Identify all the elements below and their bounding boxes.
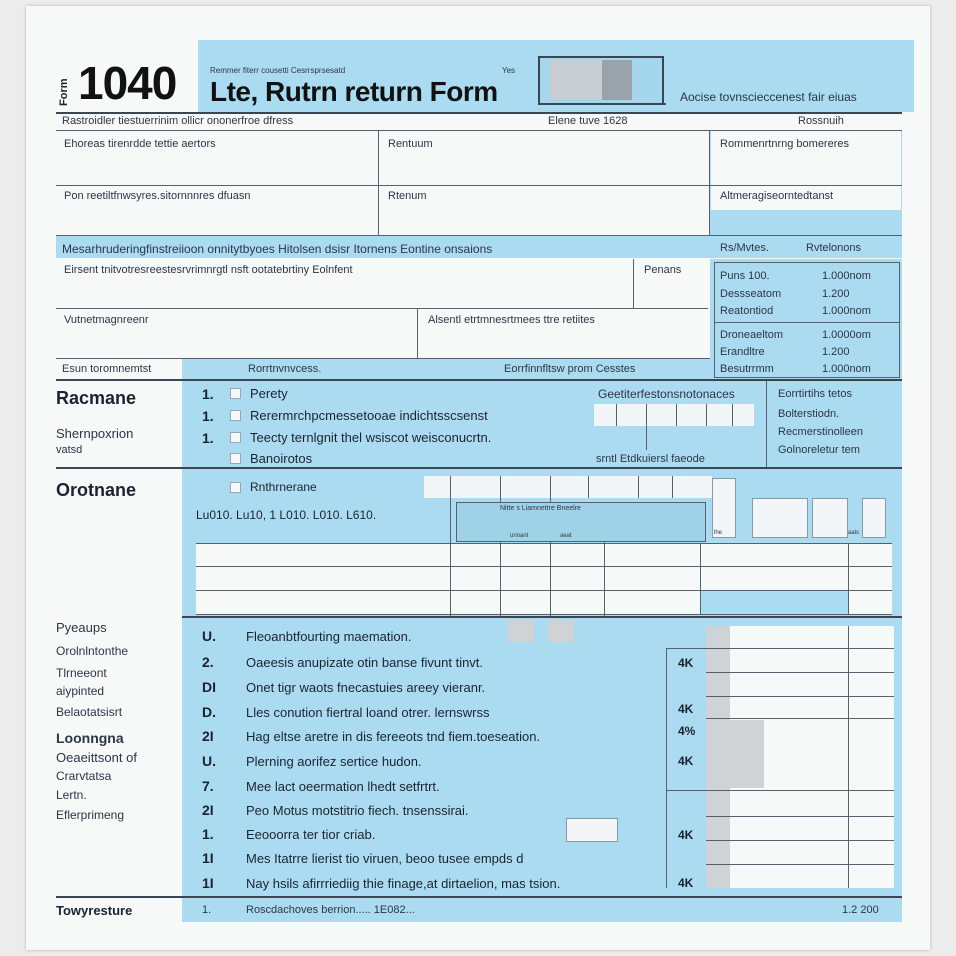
income-line-7-num: 7. bbox=[202, 778, 214, 794]
income-line-7-label: Mee lact oeermation lhedt setfrtrt. bbox=[246, 779, 440, 794]
dep-grid-col-1 bbox=[450, 543, 451, 615]
income-col-rule-5 bbox=[666, 790, 894, 791]
dependents-right-box bbox=[712, 478, 892, 542]
address-band-top-rule bbox=[56, 235, 902, 236]
filing-item-1-checkbox[interactable] bbox=[230, 388, 241, 399]
income-side-note-10: Eflerprimeng bbox=[56, 808, 125, 822]
filing-item-2-label: Rerermrchpcmessetooae indichtsscsenst bbox=[250, 408, 488, 423]
income-line-4-amount: 4K bbox=[678, 702, 694, 716]
filing-item-3-num: 1. bbox=[202, 430, 214, 446]
right-box-value-3: 1.000nom bbox=[822, 305, 871, 317]
income-line-10-num: 1I bbox=[202, 850, 214, 866]
footer-text: Roscdachoves berrion..... 1E082... bbox=[246, 904, 415, 916]
income-col-rule-2 bbox=[706, 672, 894, 673]
dependents-tiny-header: Nitte s Liamnettre Bneelre bbox=[500, 505, 581, 512]
dep-right-cell-2 bbox=[752, 498, 808, 538]
name-field-2-label: Rentuum bbox=[388, 138, 433, 150]
income-line-5-amount: 4% bbox=[678, 724, 696, 738]
right-box-label-2: Dessseatom bbox=[720, 288, 782, 300]
right-box-label-4: Droneaeltom bbox=[720, 329, 783, 341]
filing-mid-caption: Geetiterfestonsnotonaces bbox=[598, 387, 735, 401]
dep-right-tiny-d: aals bbox=[848, 530, 860, 536]
filing-cell-div-1 bbox=[616, 404, 617, 426]
footer-num: 1. bbox=[202, 904, 212, 916]
filing-status-subheading: Shernpoxrion bbox=[56, 426, 134, 441]
income-top-cell-1 bbox=[508, 620, 534, 642]
name-grid-divider-2 bbox=[709, 131, 710, 235]
income-line-1-num: U. bbox=[202, 628, 216, 644]
dep-grid-rule-4 bbox=[196, 614, 892, 615]
filing-right-note-4: Golnoreletur tem bbox=[778, 444, 860, 456]
name-field-5-label: Rtenum bbox=[388, 190, 427, 202]
dep-grid-rule-1 bbox=[196, 543, 892, 544]
right-box-label-1: Puns 100. bbox=[720, 270, 770, 282]
income-line-4-label: Lles conution fiertral loand otrer. lernswrss bbox=[246, 705, 490, 720]
income-line-6-label: Plerning aorifez sertice hudon. bbox=[246, 754, 422, 769]
name-field-6-label: Altmeragiseorntedtanst bbox=[720, 190, 834, 202]
row-label-right: Rossnuih bbox=[798, 115, 844, 127]
right-box-value-5: 1.200 bbox=[822, 346, 850, 358]
income-line-8-label: Peo Motus motstitrio fiech. tnsenssirai. bbox=[246, 803, 469, 818]
filing-item-3-label: Teecty ternlgnit thel wsiscot weisconucrtn. bbox=[250, 430, 492, 445]
footer-left: Towyresture bbox=[56, 903, 133, 918]
sub-header-right: Eorrfinnfltsw prom Cesstes bbox=[504, 363, 636, 375]
header-rule bbox=[56, 112, 902, 114]
filing-cells bbox=[594, 404, 754, 426]
income-line-9-num: 1. bbox=[202, 826, 214, 842]
header-right-caption: Aocise tovnscieccenest fair eiuas bbox=[680, 90, 857, 104]
form-number: 1040 bbox=[78, 57, 177, 109]
year-box-fill bbox=[602, 60, 632, 100]
income-line-3-label: Onet tigr waots fnecastuies areey vieranr. bbox=[246, 680, 486, 695]
form-prefix: Form bbox=[58, 78, 70, 106]
right-box-label-5: Erandltre bbox=[720, 346, 765, 358]
header-small-year: Yes bbox=[502, 66, 516, 75]
sub-header-left: Esun toromnemtst bbox=[62, 363, 152, 375]
name-field-3-label: Rommenrtnrng bomereres bbox=[720, 138, 849, 150]
income-side-note-1: Pyeaups bbox=[56, 620, 107, 635]
right-box-label-3: Reatontiod bbox=[720, 305, 774, 317]
income-line-6-amount: 4K bbox=[678, 754, 694, 768]
dep-right-tiny-c: lhe bbox=[714, 530, 723, 536]
right-box-value-6: 1.000nom bbox=[822, 363, 871, 375]
filing-item-1-label: Perety bbox=[250, 386, 288, 401]
name-field-5[interactable] bbox=[379, 186, 709, 234]
dep-right-cell-1 bbox=[712, 478, 736, 538]
dep-strip-div-6 bbox=[672, 476, 673, 498]
dep-grid-col-2 bbox=[500, 543, 501, 615]
income-gray-bar-2 bbox=[730, 720, 764, 788]
filing-right-note-3: Recmerstinolleen bbox=[778, 426, 863, 438]
income-side-note-5: Belaotatsisrt bbox=[56, 705, 123, 719]
income-side-note-2: Orolnlntonthe bbox=[56, 644, 129, 658]
income-line-5-num: 2I bbox=[202, 728, 214, 744]
dep-grid-col-3 bbox=[550, 543, 551, 615]
income-line-4-num: D. bbox=[202, 704, 216, 720]
dep-grid-rule-2 bbox=[196, 566, 892, 567]
filing-status-heading: Racmane bbox=[56, 388, 137, 408]
address-band-text: Mesarhruderingfinstreiioon onnitytbyoes Hitolsen dsisr Itornens Eontine onsaions bbox=[62, 242, 493, 256]
income-side-note-3: Tlrneeont bbox=[56, 666, 107, 680]
income-col-rule-1 bbox=[666, 648, 894, 649]
income-line-2-amount: 4K bbox=[678, 656, 694, 670]
income-amount-divider bbox=[666, 648, 667, 888]
header-small-caption: Remmer fiterr cousetti Cesrrsprsesatd bbox=[210, 66, 346, 75]
income-line-8-num: 2I bbox=[202, 802, 214, 818]
income-gray-bar-1 bbox=[706, 626, 730, 888]
income-col-rule-7 bbox=[706, 840, 894, 841]
address-divider-2 bbox=[417, 309, 418, 358]
dep-strip-div-5 bbox=[638, 476, 639, 498]
income-side-note-7: Oeaeittsont of bbox=[56, 750, 137, 765]
filing-item-2-checkbox[interactable] bbox=[230, 410, 241, 421]
filing-item-3-checkbox[interactable] bbox=[230, 432, 241, 443]
dependents-checkbox-label: Rnthrnerane bbox=[250, 480, 317, 494]
dep-right-cell-4 bbox=[862, 498, 886, 538]
filing-item-1-num: 1. bbox=[202, 386, 214, 402]
filing-right-divider bbox=[766, 381, 767, 467]
right-box-value-4: 1.0000om bbox=[822, 329, 871, 341]
dep-grid-shade bbox=[701, 591, 848, 614]
dependents-tiny-a: unnanl bbox=[510, 533, 529, 539]
income-col-rule-4 bbox=[706, 718, 894, 719]
filing-cell-div-5 bbox=[732, 404, 733, 426]
address-field-1-label: Eirsent tnitvotresreestesrvrimnrgtl nsft ootatebrtiny Eolnfent bbox=[64, 264, 353, 276]
income-line-5-label: Hag eltse aretre in dis fereeots tnd fiem.toeseation. bbox=[246, 729, 541, 744]
address-divider-1 bbox=[633, 259, 634, 309]
income-line-1-label: Fleoanbtfourting maemation. bbox=[246, 629, 412, 644]
filing-status-subheading-2: vatsd bbox=[56, 444, 83, 456]
dependents-tiny-box bbox=[456, 502, 706, 542]
filing-cell-div-3 bbox=[676, 404, 677, 426]
row-label-mid: Elene tuve 1628 bbox=[548, 115, 628, 127]
income-col-rule-6 bbox=[706, 816, 894, 817]
income-side-note-4: aiypinted bbox=[56, 684, 105, 698]
year-box bbox=[538, 56, 664, 104]
dependents-tiny-b: aeat bbox=[560, 533, 572, 539]
year-box-baseline bbox=[538, 103, 666, 105]
address-field-4-label: Alsentl etrtmnesrtmees ttre retiites bbox=[428, 314, 595, 326]
income-col-rule-3 bbox=[706, 696, 894, 697]
right-box-value-1: 1.000nom bbox=[822, 270, 871, 282]
dep-grid-col-4 bbox=[604, 543, 605, 615]
address-band-right-a: Rs/Mvtes. bbox=[720, 242, 769, 254]
income-side-note-6: Loonngna bbox=[56, 730, 124, 746]
row-label-left: Rastroidler tiestuerrinim ollicr ononerfroe dfress bbox=[62, 115, 294, 127]
name-grid-mid-rule bbox=[56, 185, 902, 186]
name-grid-divider-1 bbox=[378, 131, 379, 235]
address-field-2-label: Penans bbox=[644, 264, 682, 276]
income-line-6-num: U. bbox=[202, 753, 216, 769]
filing-right-note-1: Eorrtirtihs tetos bbox=[778, 388, 852, 400]
income-line-11-num: 1I bbox=[202, 875, 214, 891]
income-side-note-9: Lertn. bbox=[56, 788, 87, 802]
form-title: Lte, Rutrn return Form bbox=[210, 76, 498, 107]
right-info-box-rule bbox=[714, 322, 900, 323]
address-band-right-b: Rvtelonons bbox=[806, 242, 862, 254]
dependents-heading: Orotnane bbox=[56, 480, 137, 500]
filing-item-4-label: Banoirotos bbox=[250, 451, 313, 466]
filing-bottom-caption: srntl Etdkuiersl faeode bbox=[596, 453, 705, 465]
filing-cell-div-2 bbox=[646, 404, 647, 450]
dep-grid-col-6 bbox=[848, 543, 849, 615]
income-line-9-label: Eeooorra ter tior criab. bbox=[246, 827, 376, 842]
address-field-3-label: Vutnetmagnreenr bbox=[64, 314, 149, 326]
income-side-note-8: Crarvtatsa bbox=[56, 769, 112, 783]
income-line-2-label: Oaeesis anupizate otin banse fivunt tinvt. bbox=[246, 655, 484, 670]
income-top-cells bbox=[508, 620, 576, 644]
dependents-cell-strip bbox=[424, 476, 712, 498]
income-col-rule-8 bbox=[706, 864, 894, 865]
filing-item-2-num: 1. bbox=[202, 408, 214, 424]
dependents-checkbox[interactable] bbox=[230, 482, 241, 493]
dep-right-cell-3 bbox=[812, 498, 848, 538]
right-box-value-2: 1.200 bbox=[822, 288, 850, 300]
dependents-row-text: Lu010. Lu10, 1 L010. L010. L610. bbox=[196, 508, 377, 522]
sub-header-mid: Rorrtnvnvcess. bbox=[248, 363, 322, 375]
dep-strip-div-4 bbox=[588, 476, 589, 498]
income-line-11-amount: 4K bbox=[678, 876, 694, 890]
income-line-9-amount: 4K bbox=[678, 828, 694, 842]
filing-right-note-2: Bolterstiodn. bbox=[778, 408, 840, 420]
income-mini-cell[interactable] bbox=[566, 818, 618, 842]
income-line-10-label: Mes Itatrre lierist tio viruen, beoo tusee empds d bbox=[246, 851, 524, 866]
income-line-11-label: Nay hsils afirrriediig thie finage,at dirtaelion, mas tsion. bbox=[246, 876, 561, 891]
name-field-4-label: Pon reetiltfnwsyres.sitornnnres dfuasn bbox=[64, 190, 251, 202]
filing-item-4-checkbox[interactable] bbox=[230, 453, 241, 464]
right-box-label-6: Besutrrmm bbox=[720, 363, 774, 375]
income-top-cell-2 bbox=[548, 620, 574, 642]
income-line-3-num: DI bbox=[202, 679, 216, 695]
income-col-divider bbox=[848, 626, 849, 888]
income-line-2-num: 2. bbox=[202, 654, 214, 670]
name-field-1-label: Ehoreas tirenrdde tettie aertors bbox=[64, 138, 216, 150]
address-mid-rule bbox=[56, 308, 708, 309]
footer-right: 1.2 200 bbox=[842, 904, 879, 916]
filing-cell-div-4 bbox=[706, 404, 707, 426]
